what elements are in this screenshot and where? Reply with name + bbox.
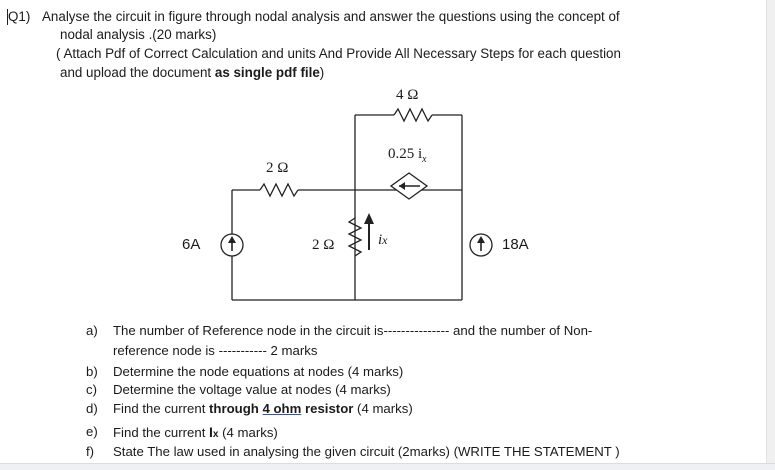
vertical-scrollbar[interactable] (766, 0, 775, 470)
question-line-3: ( Attach Pdf of Correct Calculation and units And Provide All Necessary Steps for each question (56, 46, 621, 61)
question-number: Q1) (8, 9, 31, 24)
question-line-1: Analyse the circuit in figure through nodal analysis and answer the questions using the concept of (42, 9, 620, 24)
label-18a: 18A (502, 236, 529, 253)
resistor-4ohm (394, 109, 432, 121)
label-4ohm: 4 Ω (396, 87, 419, 103)
line4-suffix: ) (319, 65, 325, 80)
label-2ohm-top: 2 Ω (266, 160, 289, 176)
line4-bold: as single pdf file (214, 65, 320, 80)
line4-prefix: and upload the document (60, 65, 212, 80)
resistor-2ohm-top (260, 184, 298, 196)
label-ix: ix (378, 232, 388, 248)
document-page: Q1) Analyse the circuit in figure through nodal analysis and answer the questions using the concept of nodal analysis .(20 marks) ( Attach Pdf of Correct Calculation and units And Provide All Necessary Steps for each question and upload the document as single pdf file) 4 Ω 0.25 $i_x$ 2 Ω 2 Ω ix 6A 18A a) The number of Reference node in the circuit is--------------- and the number of Non- reference node is ----------- 2 marks b) Determine the node equations at nodes (4 marks) c) Determine the voltage value at nodes (4 marks) d) Find the current through 4 ohm resistor (4 marks) e) Find the current Ix (4 marks) f) State The law used in analysing the given circuit (2marks) (WRITE THE STATEMENT ) (0, 0, 775, 470)
label-6a: 6A (182, 236, 201, 253)
label-dependent-source: 0.25 $i_x$ (388, 146, 427, 165)
bottom-border (0, 463, 775, 470)
label-2ohm-mid: 2 Ω (312, 237, 335, 253)
question-line-2: nodal analysis .(20 marks) (60, 27, 217, 42)
